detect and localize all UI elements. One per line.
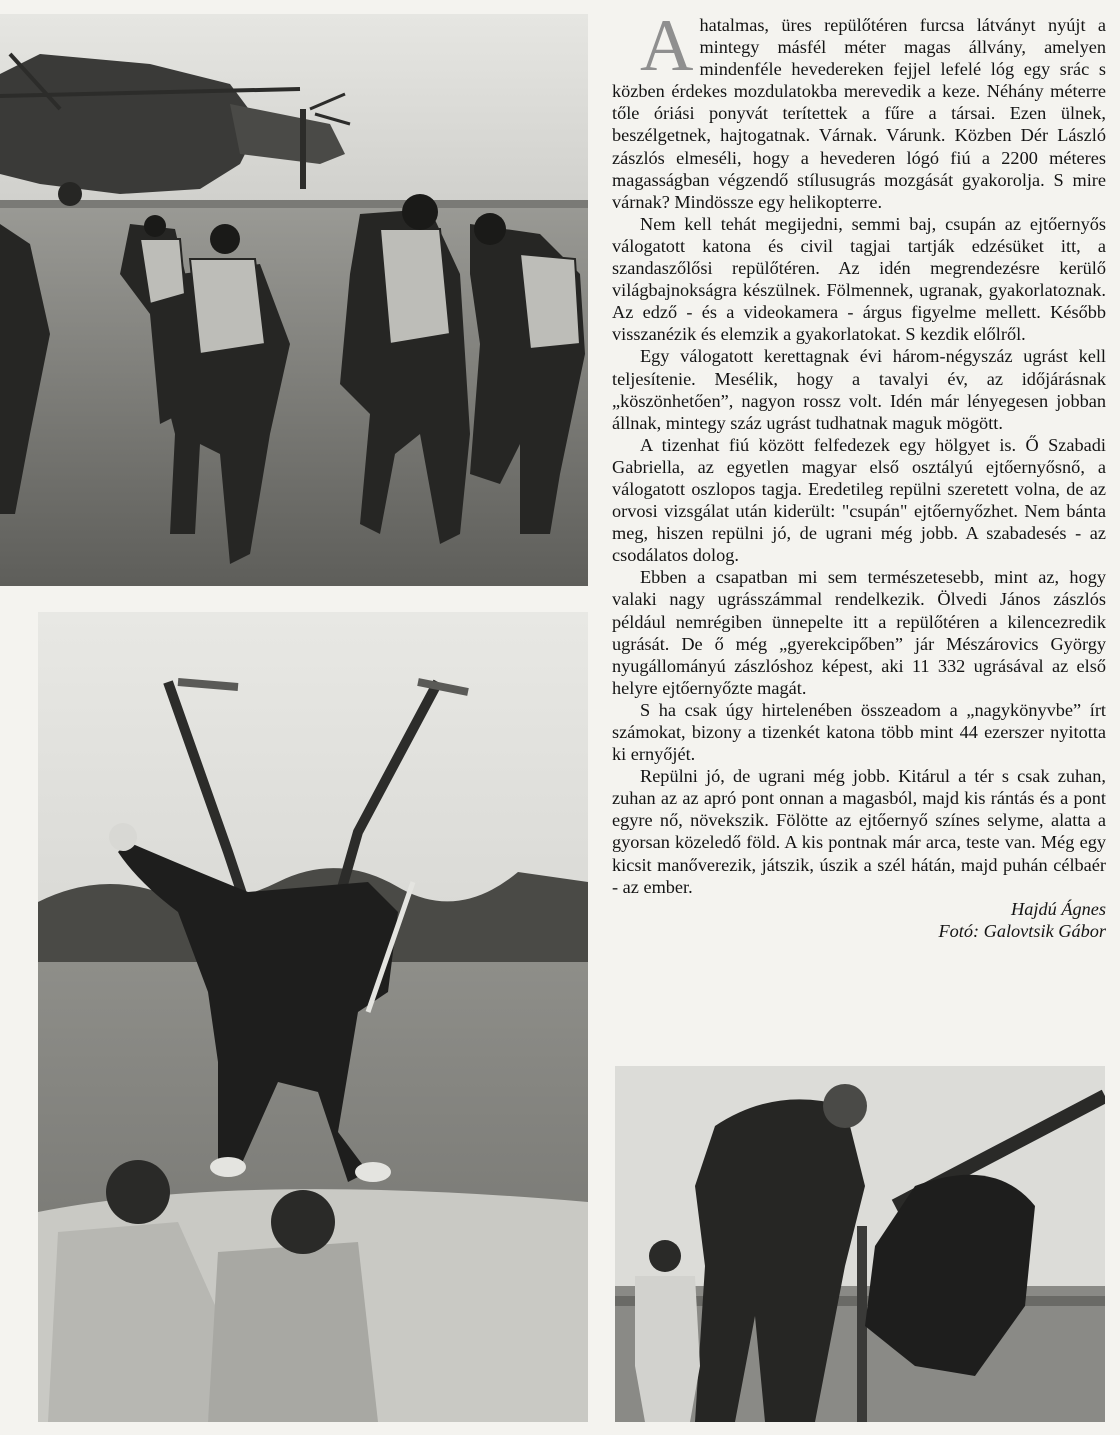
photo-credit: Fotó: Galovtsik Gábor <box>938 920 1106 941</box>
article-lead-text: hatalmas, üres repülőtéren furcsa látványt nyújt a mintegy másfél méter magas állvány, amelyen mindenféle hevedereken fejjel lefelé lóg egy srác s közben érdekes mozdulatokba merevedik a keze. Néhány méterre tőle óriási ponyvát terítettek a fűre a társai. Ezen ülnek, beszélgetnek, hajtogatnak. Várnak. Várunk. Közben Dér László zászlós elmeséli, hogy a hevederen lógó fiú a 2200 méteres magasságban végzendő stílusugrás mozgását gyakorolja. S mire várnak? Mindössze egy helikopterre. <box>612 15 1106 212</box>
photo-instructor-with-jumper <box>615 1066 1105 1422</box>
photo-helicopter-parachutists <box>0 14 588 586</box>
article-paragraph <box>612 5 1106 213</box>
author-credit: Hajdú Ágnes <box>1011 898 1106 919</box>
article-paragraph: Ebben a csapatban mi sem természetesebb, mint az, hogy valaki nagy ugrásszámmal rendelkezik. Ölvedi János zászlós például nemrégiben ünnepelte itt a repülőtéren a kilencezredik ugrását. De ő még „gyerekcipőben” jár Mészárovics György nyugállományú zászlóshoz képest, aki 11 332 ugrásával az első helyre ejtőernyőzte magát. <box>612 567 1106 698</box>
photo-skydiver-training-rig <box>38 612 588 1422</box>
article-paragraph: S ha csak úgy hirtelenében összeadom a „nagykönyvbe” írt számokat, bizony a tizenkét katona több mint 44 ezerszer nyitotta ki ernyőjét. <box>612 699 1106 765</box>
article-paragraph: A tizenhat fiú között felfedezek egy hölgyet is. Ő Szabadi Gabriella, az egyetlen magyar első osztályú ejtőernyősnő, a válogatott oszlopos tagja. Eredetileg repülni szeretett volna, de az orvosi vizsgálat után kiderült: "csupán" ejtőernyőzhet. Nem bánta meg, hiszen repülni jó, de ugrani még jobb. A szabadesés - az csodálatos dolog. <box>612 434 1106 566</box>
drop-cap: A <box>640 5 694 87</box>
article-paragraph: Nem kell tehát megijedni, semmi baj, csupán az ejtőernyős válogatott katona és civil tagjai tartják edzésüket itt, a szandaszőlősi repülőtéren. Az idén megrendezésre kerülő világbajnokságra készülnek. Fölmennek, ugranak, gyakorlatoznak. Az edző - és a videokamera - árgus figyelme mellett. Később visszanézik és elemzik a gyakorlatokat. S kezdik előlről. <box>612 213 1106 345</box>
article-paragraph: Repülni jó, de ugrani még jobb. Kitárul a tér s csak zuhan, zuhan az az apró pont onnan a magasból, majd kis rántás és a pont egyre nő, növekszik. Fölötte az ejtőernyő színes selyme, alatta a gyorsan közeledő föld. A kis pontnak már arca, teste van. Még egy kicsit manőverezik, játszik, úszik a szél hátán, majd puhán célbaér - az ember. <box>612 766 1106 897</box>
article-paragraph: Egy válogatott kerettagnak évi három-négyszáz ugrást kell teljesítenie. Mesélik, hogy a tavalyi év, az időjárásnak „köszönhetően”, nagyon rossz volt. Idén már lényegesen jobban állnak, mintegy száz ugrást tudhatnak maguk mögött. <box>612 346 1106 433</box>
article-body <box>612 5 1106 942</box>
